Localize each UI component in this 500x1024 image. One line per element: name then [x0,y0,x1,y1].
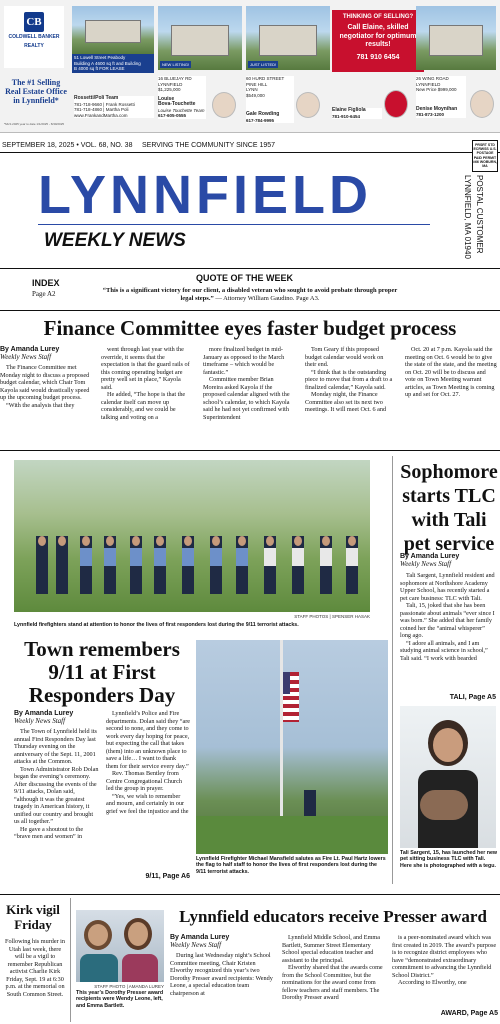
presser-credit: STAFF PHOTO | AMANDA LUREY [94,984,164,989]
agent-2-name-2: Bova-Touchette [158,101,196,107]
listing-4-address: 26 WING ROAD [416,76,449,81]
listing-3-info [246,76,294,123]
finance-rule [0,450,500,451]
agent-3-photo [296,92,320,118]
tlc-paragraph: Tali, 15, joked that she has been passionate about animals “ever since I was born.” She added that her family coined her the “animal whisperer” long ago. [400,602,495,639]
agent-2-phone: 617-605-0555 [158,113,187,118]
tlc-staff: Weekly News Staff [400,560,452,568]
firefighters-photo [14,460,370,612]
finance-col-1 [0,346,90,409]
finance-byline: By Amanda Lurey [0,346,60,353]
tlc-paragraph: Tali Sargent, Lynnfield resident and sophomore at Northshore Academy Upper School, has recently started a pet care business: TLC with Tali. [400,572,495,602]
brand-name: COLDWELL BANKER [8,34,60,40]
team-phone-2: 781-718-4860 | Martha Poli [74,107,129,112]
thinking-label: THINKING OF SELLING? [342,14,414,20]
quote-block [100,287,400,302]
firefighters-caption: Lynnfield firefighters stand at attention to honor the lives of first responders lost during the 9/11 terrorist attacks. [14,622,299,628]
listing-4-town: LYNNFIELD [416,81,441,87]
header-rule [0,268,500,269]
ad-tagline: The #1 Selling Real Estate Office in Lynnfield* [5,78,67,105]
tlc-paragraph: “I adore all animals, and I am studying animal science in school,” Tali said. “I work with bearded [400,639,488,662]
team-info [74,96,154,118]
agent-3-name: Gale Rowding [246,111,280,117]
remembers-jump: 9/11, Page A6 [145,873,190,880]
index-label: INDEX [32,278,60,288]
remembers-paragraph: The Town of Lynnfield held its annual First Responders Day last Thursday evening on the anniversary of the Sept. 11, 2001 attacks at the Common. [14,728,97,765]
remembers-staff: Weekly News Staff [14,717,66,725]
agent-4-phone: 781-910-6454 [332,113,361,119]
listing-3-address: 60 HURD STREET [246,76,285,81]
real-estate-ad [0,0,500,133]
agent-5-photo [470,90,494,118]
sidebar-divider [392,456,393,884]
quote-label: QUOTE OF THE WEEK [196,273,294,283]
presser-headline: Lynnfield educators receive Presser award [179,907,487,926]
agent-2-team: Louise Touchette Team [158,107,205,113]
team-url: www.FrankandMartha.com [74,112,128,118]
finance-paragraph: The Finance Committee met Monday night to discuss a proposed budget calendar, which Chair Tom Kayola said would drastically speed up the upcoming budget process. [0,364,90,401]
remembers-paragraph: Lynnfield’s Police and Fire departments. Dolan said they “are second to none, and they come to work every day hoping for peace, but expecting the call that takes (them) into an unknown place to save a life… I want to thank them for their service every day.” [106,710,191,770]
listing-card-3 [246,6,330,70]
kirk-text: Following his murder in Utah last week, there will be a vigil to remember Republican activist Charlie Kirk Friday, Sept. 19 at 6:30 p.m. at the memorial on South Common Street. [5,938,65,998]
presser-photo [76,910,164,982]
presser-col-1 [170,934,274,997]
remembers-paragraph: “Yes, we wish to remember and mourn, and certainly in our grief we feel the injustice and the [106,792,189,815]
remembers-headline: Town remembers 9/11 at First Responders Day [24,637,180,707]
finance-staff: Weekly News Staff [0,353,52,361]
presser-paragraph: Elworthy shared that the awards come from the School Committee, but the nominations for the award come from fellow teachers and staff members. The Dorothy Presser award [282,964,383,1001]
call-elaine-text: Call Elaine, skilled negotiator for optimum results! [339,24,417,48]
finance-paragraph: went through last year with the override, it seems that the expectation is that the guard rails of this coming operating budget are pretty well set in place,” Kayola said. [101,346,190,391]
finance-col-4 [305,346,395,414]
presser-jump: AWARD, Page A5 [440,1010,498,1017]
finance-paragraph: “I think that is the outstanding piece to move that from a draft to a finalized calendar,” Kayola said. [305,368,393,391]
listing-3-area: PINE HILL [246,81,268,87]
firefighters-credit: STAFF PHOTOS | SPENSER HASAK [294,614,370,619]
listing-card-2 [158,6,242,70]
remembers-paragraph: He gave a shoutout to the “brave men and women” in [14,825,84,840]
agent-4-info [332,108,382,119]
agent-5-name: Denise Moynihan [416,105,458,112]
postal-line-1: POSTAL CUSTOMER [475,175,484,254]
tali-photo [400,706,496,848]
listing-photo-4 [416,6,496,70]
tali-caption: Tali Sargent, 15, has launched her new pet sitting business TLC with Tali. Here she is photographed with a tegu. [400,850,498,869]
postal-line-2: LYNNFIELD, MA 01940 [463,175,472,259]
quote-text: “This is a significant victory for our client, a disabled veteran who sought to avoid probate through proper legal steps.” [102,287,398,302]
masthead-subtitle: WEEKLY NEWS [44,230,186,251]
tlc-jump: TALI, Page A5 [449,694,496,701]
new-listing-badge: NEW LISTING! [162,61,190,67]
finance-paragraph: Oct. 20 at 7 p.m. Kayola said the meeting on Oct. 6 would be to give the state of the state, and the meeting on Oct. 20 will be to discuss and vote on Town Meeting warrant articles, as Town Meeting is coming up and set for Oct. 27. [405,346,497,398]
coldwell-banker-logo [4,6,64,68]
presser-col-2 [282,934,386,1002]
finance-paragraph: Monday night, the Finance Committee also set its next two meetings. It will meet Oct. 6 and [305,391,387,413]
finance-paragraph: “With the analysis that they [6,401,75,409]
presser-staff: Weekly News Staff [170,941,222,949]
kirk-divider [70,898,71,1022]
agent-3-phone: 617-784-9995 [246,117,275,123]
remembers-col-1 [14,710,99,841]
agent-4-photo [384,90,408,118]
finance-col-5 [405,346,497,399]
tlc-column [400,553,496,662]
listing-2-price: $1,225,000 [158,87,181,92]
brand-name-2: REALTY [24,43,44,49]
serving-line: SERVING THE COMMUNITY SINCE 1957 [142,142,276,149]
masthead-title: LYNNFIELD [38,165,373,225]
elaine-phone: 781 910 6454 [356,53,400,61]
finance-col-3 [203,346,295,421]
date-bar [0,141,500,153]
listing-1-detail: Building A 4600 sq ft and Building [74,60,141,66]
listing-photo-2 [158,6,242,70]
cb-mark-icon: CB [24,12,44,32]
presser-paragraph: is a peer-nominated award which was first created in 2019. The award’s purpose is to recognize district employees who have “demonstrated extraordinary commitment to advancing the Lynnfield School District.” [392,934,497,979]
agent-4-name: Elaine Figliola [332,107,366,113]
listing-1-address: 51 Lowell Street Peabody [74,55,126,60]
presser-caption: This year’s Dorothy Presser award recipients were Wendy Leone, left, and Emma Bartlett. [76,990,164,1009]
listing-3-town: LYNN [246,87,258,92]
ad-fineprint: *MLS 2025 year to date 1/1/2025 - 6/30/2025 [4,122,65,126]
finance-paragraph: more finalized budget in mid-January as opposed to the March timeframe – which would be fantastic.” [203,346,285,376]
listing-card-4 [416,6,496,70]
remembers-paragraph: Rev. Thomas Bentley from Centre Congregational Church led the group in prayer. [106,770,182,792]
listing-card-1 [72,6,154,70]
masthead-rule [38,224,430,225]
listing-1-detail-2: B 4000 sq ft FOR LEASE [74,66,125,71]
flag-ceremony-photo [196,640,388,854]
agent-5-phone: 781-873-1200 [416,112,445,117]
tlc-headline: Sophomore starts TLC with Tali pet service [400,461,498,555]
listing-2-address: 16 BLUEJAY RD [158,76,192,81]
listing-2-info [158,76,206,119]
finance-col-2 [101,346,191,421]
index-page: Page A2 [32,290,56,298]
finance-paragraph: Tom Geary if this proposed budget calendar would work on their end. [305,346,384,368]
issue-date: SEPTEMBER 18, 2025 • VOL. 68, NO. 38 [2,142,133,149]
kirk-column [4,938,66,998]
just-listed-badge: JUST LISTED! [250,61,277,67]
postal-customer [452,175,492,265]
remembers-col-2 [106,710,190,815]
remembers-paragraph: Town Administrator Rob Dolan began the evening’s ceremony. After discussing the events of the 9/11 attacks, Dolan said, “although it was the greatest tragedy in American history, it unified our country and brought us all together.” [14,765,99,825]
team-name: Rossetti/Poli Team [74,95,119,101]
finance-headline: Finance Committee eyes faster budget process [43,316,457,340]
listing-photo-3 [246,6,330,70]
listing-photo-1 [72,6,154,54]
presser-col-3 [392,934,498,987]
postage-stamp: PRSRT STD ECRWSS U.S. POSTAGE PAID PERMIT #66 WOBURN, MA [472,140,498,172]
tlc-byline: By Amanda Lurey [400,553,460,560]
listing-4-info [416,76,466,118]
flag-caption: Lynnfield Firefighter Michael Mansfield salutes as Fire Lt. Paul Hartz lowers the flag to half staff to honor the lives of first responders lost during the 9/11 terrorist attacks. [196,856,386,875]
quote-attribution: — Attorney William Gaudino. Page A3. [213,294,320,302]
presser-paragraph: According to Elworthy, one [398,979,467,986]
presser-paragraph: During last Wednesday night’s School Committee meeting, Chair Kristen Elworthy recognized this year’s two Dorothy Presser award recipients: Wendy Leone, a special education team chairperson at [170,952,273,997]
team-phone-1: 781-718-9660 | Frank Rossetti [74,101,135,107]
agent-2-photo [212,92,236,118]
finance-paragraph: He added, “The hope is that the calendar itself can move up considerably, and we could be talking and voting on a [101,391,186,421]
agent-2-name: Louise [158,95,175,102]
quote-rule [0,310,500,311]
presser-paragraph: Lynnfield Middle School, and Emma Bartlett, Summer Street Elementary School special education teacher and assistant to the principal. [282,934,380,964]
listing-2-town: LYNNFIELD [158,81,183,87]
remembers-byline: By Amanda Lurey [14,710,74,717]
listing-3-price: $549,000 [246,92,265,98]
lower-rule [0,894,500,895]
presser-byline: By Amanda Lurey [170,934,230,941]
finance-paragraph: Committee member Brian Moreira asked Kayola if the proposed calendar aligned with the school’s calendar, to which Kayola said he had not yet confirmed with Superintendent [203,376,290,421]
kirk-headline: Kirk vigil Friday [6,902,60,932]
listing-4-price: New Price $999,000 [416,87,457,92]
thinking-of-selling-box [332,10,424,72]
